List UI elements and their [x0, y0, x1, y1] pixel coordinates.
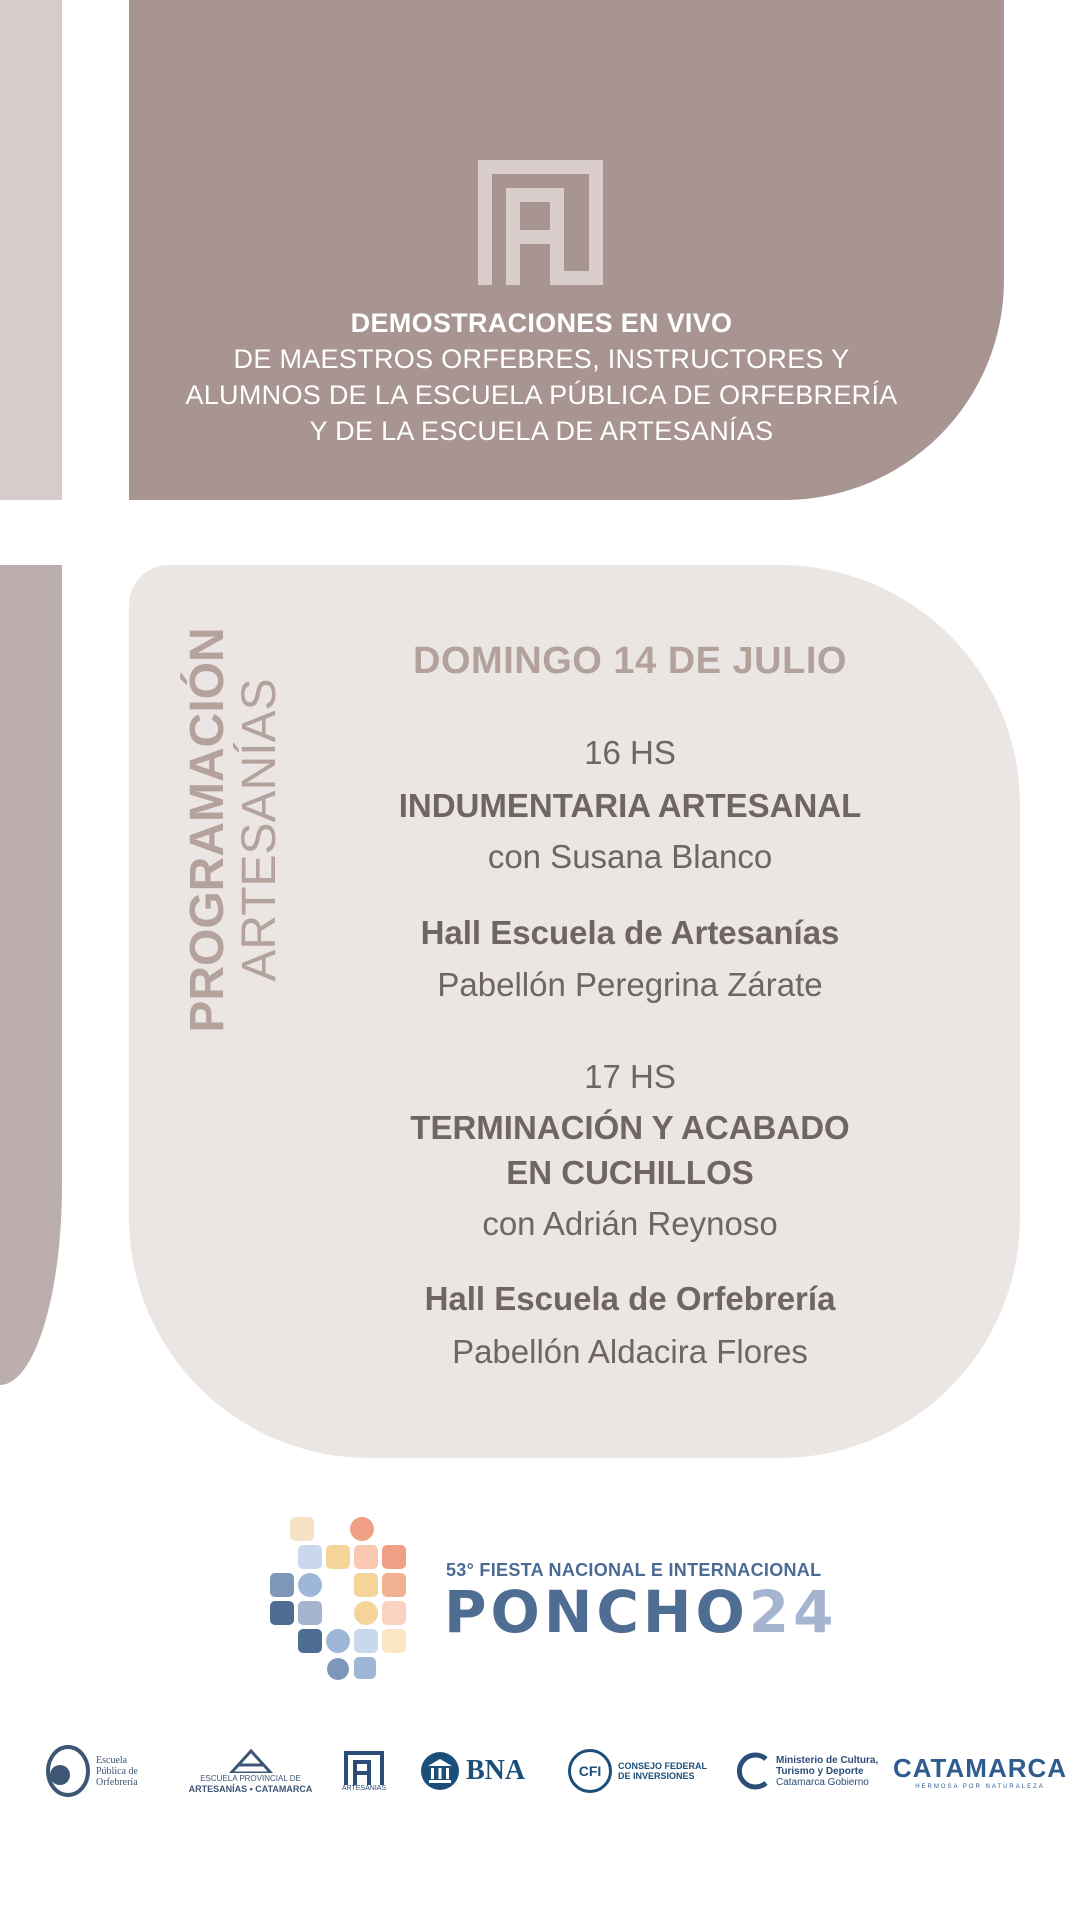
event-subtitle: 53° FIESTA NACIONAL E INTERNACIONAL — [446, 1560, 822, 1580]
event-2-person: con Adrián Reynoso — [482, 1205, 778, 1242]
ministerio-logo-icon — [736, 1751, 772, 1791]
escuela-artesanias-line-1: ESCUELA PROVINCIAL DE — [200, 1774, 301, 1783]
sponsor-bna — [420, 1742, 535, 1800]
side-title — [182, 600, 302, 1060]
event-2-time: 17 HS — [584, 1058, 676, 1095]
sponsor-escuela-orfebreria — [40, 1742, 155, 1800]
event-2-title-line-2: EN CUCHILLOS — [506, 1154, 754, 1191]
escuela-artesanias-logo-icon — [221, 1747, 281, 1773]
event-2-place: Hall Escuela de Orfebrería — [424, 1280, 836, 1317]
sponsor-catamarca — [892, 1742, 1068, 1800]
escuela-orfebreria-line-2: Pública de — [96, 1765, 138, 1777]
header-line-3: ALUMNOS DE LA ESCUELA PÚBLICA DE ORFEBRERÍA — [185, 380, 898, 410]
catamarca-tagline: HERMOSA POR NATURALEZA — [915, 1783, 1045, 1790]
event-1-person: con Susana Blanco — [487, 838, 773, 875]
ministerio-line-1: Ministerio de Cultura, — [776, 1754, 879, 1766]
side-title-light: ARTESANÍAS — [233, 678, 286, 982]
escuela-orfebreria-logo-icon — [40, 1745, 92, 1797]
event-2-pavilion: Pabellón Aldacira Flores — [452, 1333, 808, 1370]
sponsor-cfi — [568, 1742, 708, 1800]
cfi-logo-label: CFI — [578, 1763, 602, 1779]
event-1-time: 16 HS — [584, 734, 676, 771]
sponsor-artesanias — [340, 1742, 388, 1800]
poncho-mosaic-icon — [268, 1515, 433, 1680]
event-name — [444, 1578, 838, 1646]
header-description — [129, 305, 954, 449]
escuela-orfebreria-line-3: Orfebrería — [96, 1776, 138, 1788]
artesanias-small-label: ARTESANIAS — [341, 1784, 387, 1792]
ministerio-line-3: Catamarca Gobierno — [776, 1776, 869, 1788]
event-1-place: Hall Escuela de Artesanías — [420, 914, 840, 951]
bank-icon — [420, 1751, 460, 1791]
cfi-line-1: CONSEJO FEDERAL — [618, 1761, 708, 1771]
bna-label: BNA — [466, 1755, 526, 1786]
decorative-strip-top — [0, 0, 62, 500]
event-name-part-1: PONCHO — [444, 1578, 749, 1646]
header-line-2: DE MAESTROS ORFEBRES, INSTRUCTORES Y — [233, 344, 850, 374]
header-line-4: Y DE LA ESCUELA DE ARTESANÍAS — [309, 416, 774, 446]
ministerio-line-2: Turismo y Deporte — [776, 1765, 864, 1777]
schedule-day: DOMINGO 14 DE JULIO — [413, 640, 847, 682]
escuela-orfebreria-line-1: Escuela — [96, 1754, 128, 1766]
escuela-artesanias-line-2: ARTESANÍAS • CATAMARCA — [188, 1784, 313, 1794]
header-line-1: DEMOSTRACIONES EN VIVO — [350, 308, 733, 338]
catamarca-label: CATAMARCA — [892, 1752, 1068, 1783]
sponsor-ministerio — [736, 1742, 886, 1800]
sponsor-escuela-artesanias — [188, 1742, 313, 1800]
cfi-line-2: DE INVERSIONES — [618, 1771, 695, 1781]
side-title-bold: PROGRAMACIÓN — [181, 627, 234, 1033]
event-1-title: INDUMENTARIA ARTESANAL — [398, 787, 862, 824]
decorative-strip-bottom — [0, 565, 62, 1385]
artesanias-small-logo-icon — [344, 1751, 384, 1785]
event-name-part-2: 24 — [748, 1578, 838, 1646]
event-2-title-line-1: TERMINACIÓN Y ACABADO — [410, 1109, 850, 1146]
artesanias-logo-icon — [478, 160, 603, 285]
event-1-pavilion: Pabellón Peregrina Zárate — [437, 966, 823, 1003]
cfi-logo-icon — [568, 1749, 612, 1793]
